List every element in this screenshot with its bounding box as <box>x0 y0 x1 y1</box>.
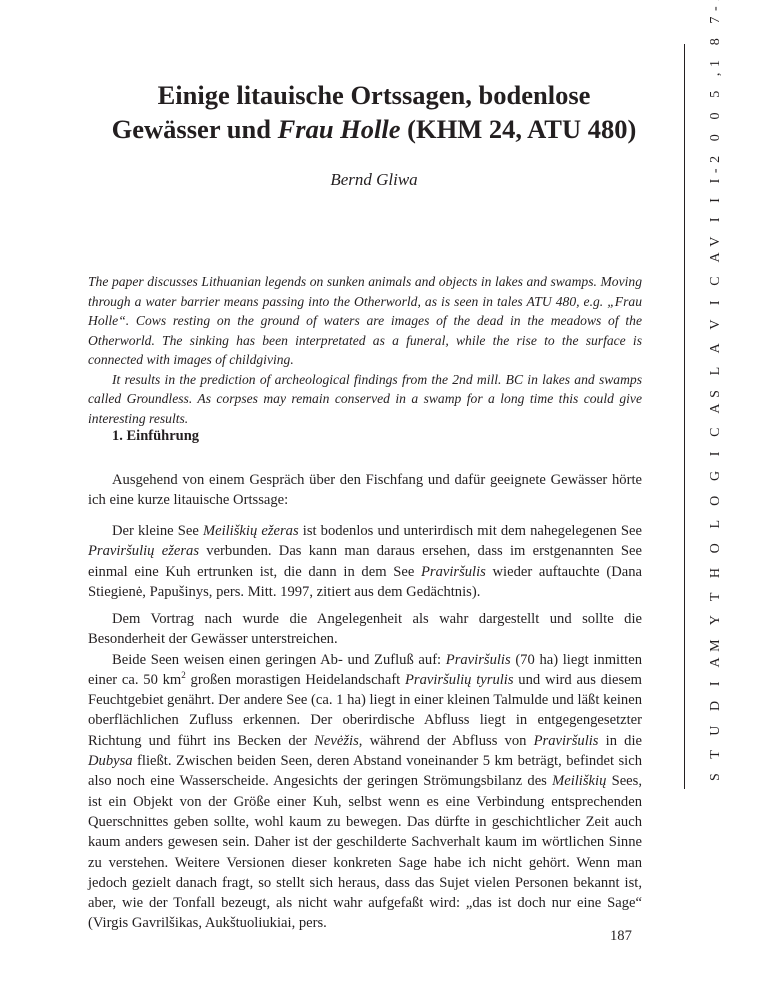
journal-running-head <box>708 0 724 781</box>
text-run: in die <box>598 732 642 749</box>
italic-term: Praviršulis <box>533 732 599 749</box>
italic-term: Praviršulis <box>420 563 486 580</box>
italic-term: Praviršulių tyrulis <box>405 671 514 688</box>
italic-term: Praviršulis <box>445 651 511 668</box>
section-heading: 1. Einführung <box>112 428 200 444</box>
title-line-1: Einige litauische Ortssagen, bodenlose <box>157 80 591 110</box>
italic-term: Dubysa <box>88 753 133 770</box>
title-line-2a: Gewässer und <box>111 114 278 144</box>
text-run: verbunden. Das kann man daraus ersehen, dass im erstgenannten See einmal eine Kuh ertrunken ist, die dann in dem See <box>88 543 642 580</box>
body-block-intro <box>88 470 642 511</box>
sidebar-word <box>708 0 724 1</box>
text-run: großen morastigen Heidelandschaft <box>185 671 405 688</box>
sidebar-divider <box>684 44 685 789</box>
italic-term: Nevėžis <box>314 732 359 749</box>
text-run: , während der Abfluss von <box>358 732 534 749</box>
sidebar-word: M Y T H O L O G I C A <box>708 397 723 652</box>
text-run: ist bodenlos und unterirdisch mit dem nahegelegenen See <box>298 523 642 539</box>
italic-term: Meiliškių ežeras <box>202 523 299 539</box>
body-paragraph-4 <box>88 650 642 934</box>
text-run: Sees, ist ein Objekt von der Größe einer Kuh, selbst wenn es eine Verbindung entsprechenden Querschnittes geben sollte, wohl kaum zu bewegen. Das dürfte in geschichtlicher Zeit auch kaum anders gewesen sein. Daher ist der geschilderte Sachverhalt kaum im wörtlichen Sinne zu verstehen. Weitere Versionen dieser konkreten Sage habe ich nicht gehört. Wenn man jedoch gezielt danach fragt, so stellt sich heraus, dass das Sujet vielen Personen bekannt ist, aber, wie der Tonfall bezeugt, als nicht wahr aufgefaßt wird: „das ist doch nur eine Sage“ (Virgis Gavrilšikas, Aukštuoliukiai, pers. <box>88 773 642 932</box>
body-paragraph-2 <box>88 521 642 602</box>
sidebar-word: S T U D I A <box>708 651 723 781</box>
abstract-paragraph-2: It results in the prediction of archeological findings from the 2nd mill. BC in lakes and swamps called Groundless. As corpses may remain conserved in a swamp for a long time this could give interesting results. <box>88 371 642 426</box>
body-block-quote <box>88 521 642 602</box>
text-run: Beide Seen weisen einen geringen Ab- und Zufluß auf: <box>112 651 446 668</box>
title-line-2-italic: Frau Holle <box>277 114 401 144</box>
text-run: Der kleine See <box>112 523 203 539</box>
italic-term: Praviršulių ežeras <box>88 543 200 560</box>
sidebar-word: - <box>708 162 723 174</box>
body-paragraph-1: Ausgehend von einem Gespräch über den Fischfang und dafür geeignete Gewässer hörte ich eine kurze litauische Ortssage: <box>88 472 642 509</box>
journal-sidebar <box>696 0 723 789</box>
text-run: wieder auftauchte (Dana Stiegienė, Papušinys, pers. Mitt. 1997, zitiert aus dem Gedächtnis). <box>88 563 642 600</box>
body-paragraph-3: Dem Vortrag nach wurde die Angelegenheit als wahr dargestellt und sollte die Besonderheit der Gewässer unterstreichen. <box>88 611 642 648</box>
text-run: und wird aus diesem Feuchtgebiet genährt. Der andere See (ca. 1 ha) liegt in einer kleinen Talmulde und läßt keinen oberflächlichen Zufluss erkennen. Der oberirdische Abfluss liegt in entgegengesetzter Richtung und führt ins Becken der <box>88 671 642 749</box>
superscript: 2 <box>181 670 186 681</box>
sidebar-word: V I I I <box>708 173 723 247</box>
page-number: 187 <box>610 928 632 944</box>
body-block-main <box>88 609 642 934</box>
italic-term: Meiliškių <box>552 773 607 790</box>
abstract-paragraph-1: The paper discusses Lithuanian legends on sunken animals and objects in lakes and swamps. Moving through a water barrier means passing into the Otherworld, as is seen in tales ATU 480, e.g. „Frau Holle“. Cows resting on the ground of waters are images of the dead in the meadows of the Otherworld. The sinking has been interpretated as a funeral, while the rise to the surface is connected with images of childgiving. <box>88 274 642 367</box>
sidebar-word: 2 0 0 5 , <box>708 67 723 163</box>
article-title <box>88 78 660 146</box>
author-name: Bernd Gliwa <box>330 170 418 189</box>
text-run: fließt. Zwischen beiden Seen, deren Abstand voneinander 5 km beträgt, befindet sich also noch eine Wasserscheide. Angesichts der geringen Strömungsbilanz des <box>88 753 642 790</box>
sidebar-word: 1 8 7 <box>708 11 723 67</box>
sidebar-word: S L A V I C A <box>708 246 723 398</box>
text-run: (70 ha) liegt inmitten einer ca. 50 km <box>88 651 642 688</box>
abstract <box>88 272 642 428</box>
title-line-2c: (KHM 24, ATU 480) <box>400 114 637 144</box>
sidebar-word: - <box>708 0 723 11</box>
